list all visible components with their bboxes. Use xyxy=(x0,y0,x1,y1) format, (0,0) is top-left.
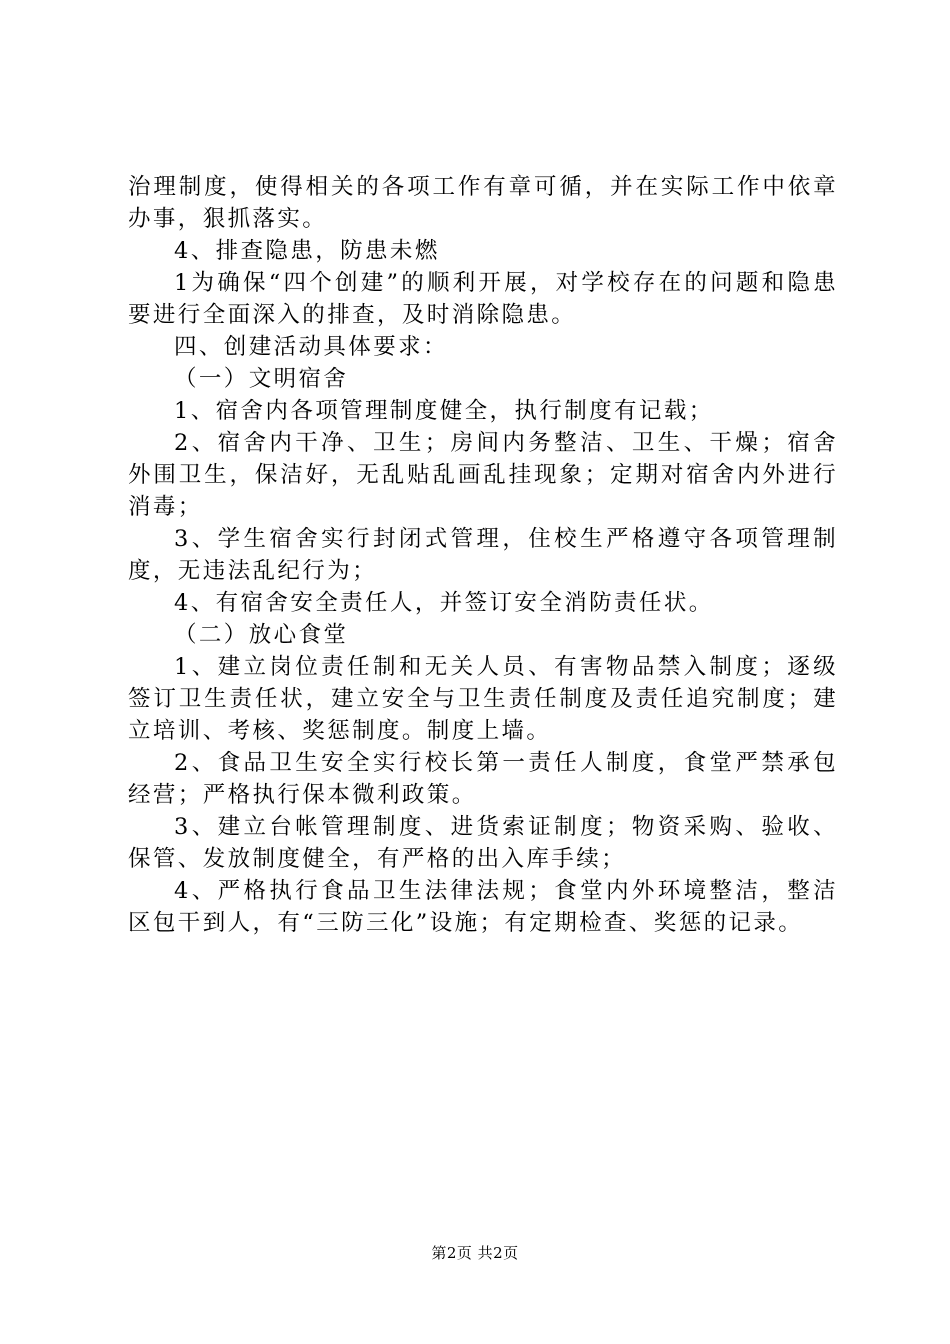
paragraph-13: 3、建立台帐管理制度、进货索证制度；物资采购、验收、保管、发放制度健全，有严格的出入库手续； xyxy=(128,814,838,872)
paragraph-8: 3、学生宿舍实行封闭式管理，住校生严格遵守各项管理制度，无违法乱纪行为； xyxy=(128,526,838,584)
subsection-heading-canteen: （二）放心食堂 xyxy=(174,622,349,648)
paragraph-12: 2、食品卫生安全实行校长第一责任人制度，食堂严禁承包经营；严格执行保本微利政策。 xyxy=(128,750,838,808)
paragraph-3: 1为确保“四个创建”的顺利开展，对学校存在的问题和隐患要进行全面深入的排查，及时消除隐患。 xyxy=(128,270,838,328)
paragraph-6: 1、宿舍内各项管理制度健全，执行制度有记载； xyxy=(174,398,714,424)
section-heading-requirements: 四、创建活动具体要求： xyxy=(174,334,448,360)
paragraph-2: 4、排查隐患，防患未燃 xyxy=(174,238,440,264)
paragraph-9: 4、有宿舍安全责任人，并签订安全消防责任状。 xyxy=(174,590,714,616)
document-body xyxy=(128,171,838,939)
page-footer: 第2页 共2页 xyxy=(431,1244,519,1262)
paragraph-14: 4、严格执行食品卫生法律法规；食堂内外环境整洁，整洁区包干到人，有“三防三化”设施；有定期检查、奖惩的记录。 xyxy=(128,878,838,936)
paragraph-7: 2、宿舍内干净、卫生；房间内务整洁、卫生、干燥；宿舍外围卫生，保洁好，无乱贴乱画乱挂现象；定期对宿舍内外进行消毒； xyxy=(128,430,838,520)
subsection-heading-dormitory: （一）文明宿舍 xyxy=(174,366,349,392)
paragraph-11: 1、建立岗位责任制和无关人员、有害物品禁入制度；逐级签订卫生责任状，建立安全与卫生责任制度及责任追究制度；建立培训、考核、奖惩制度。制度上墙。 xyxy=(128,654,838,744)
paragraph-1: 治理制度，使得相关的各项工作有章可循，并在实际工作中依章办事，狠抓落实。 xyxy=(128,174,838,232)
